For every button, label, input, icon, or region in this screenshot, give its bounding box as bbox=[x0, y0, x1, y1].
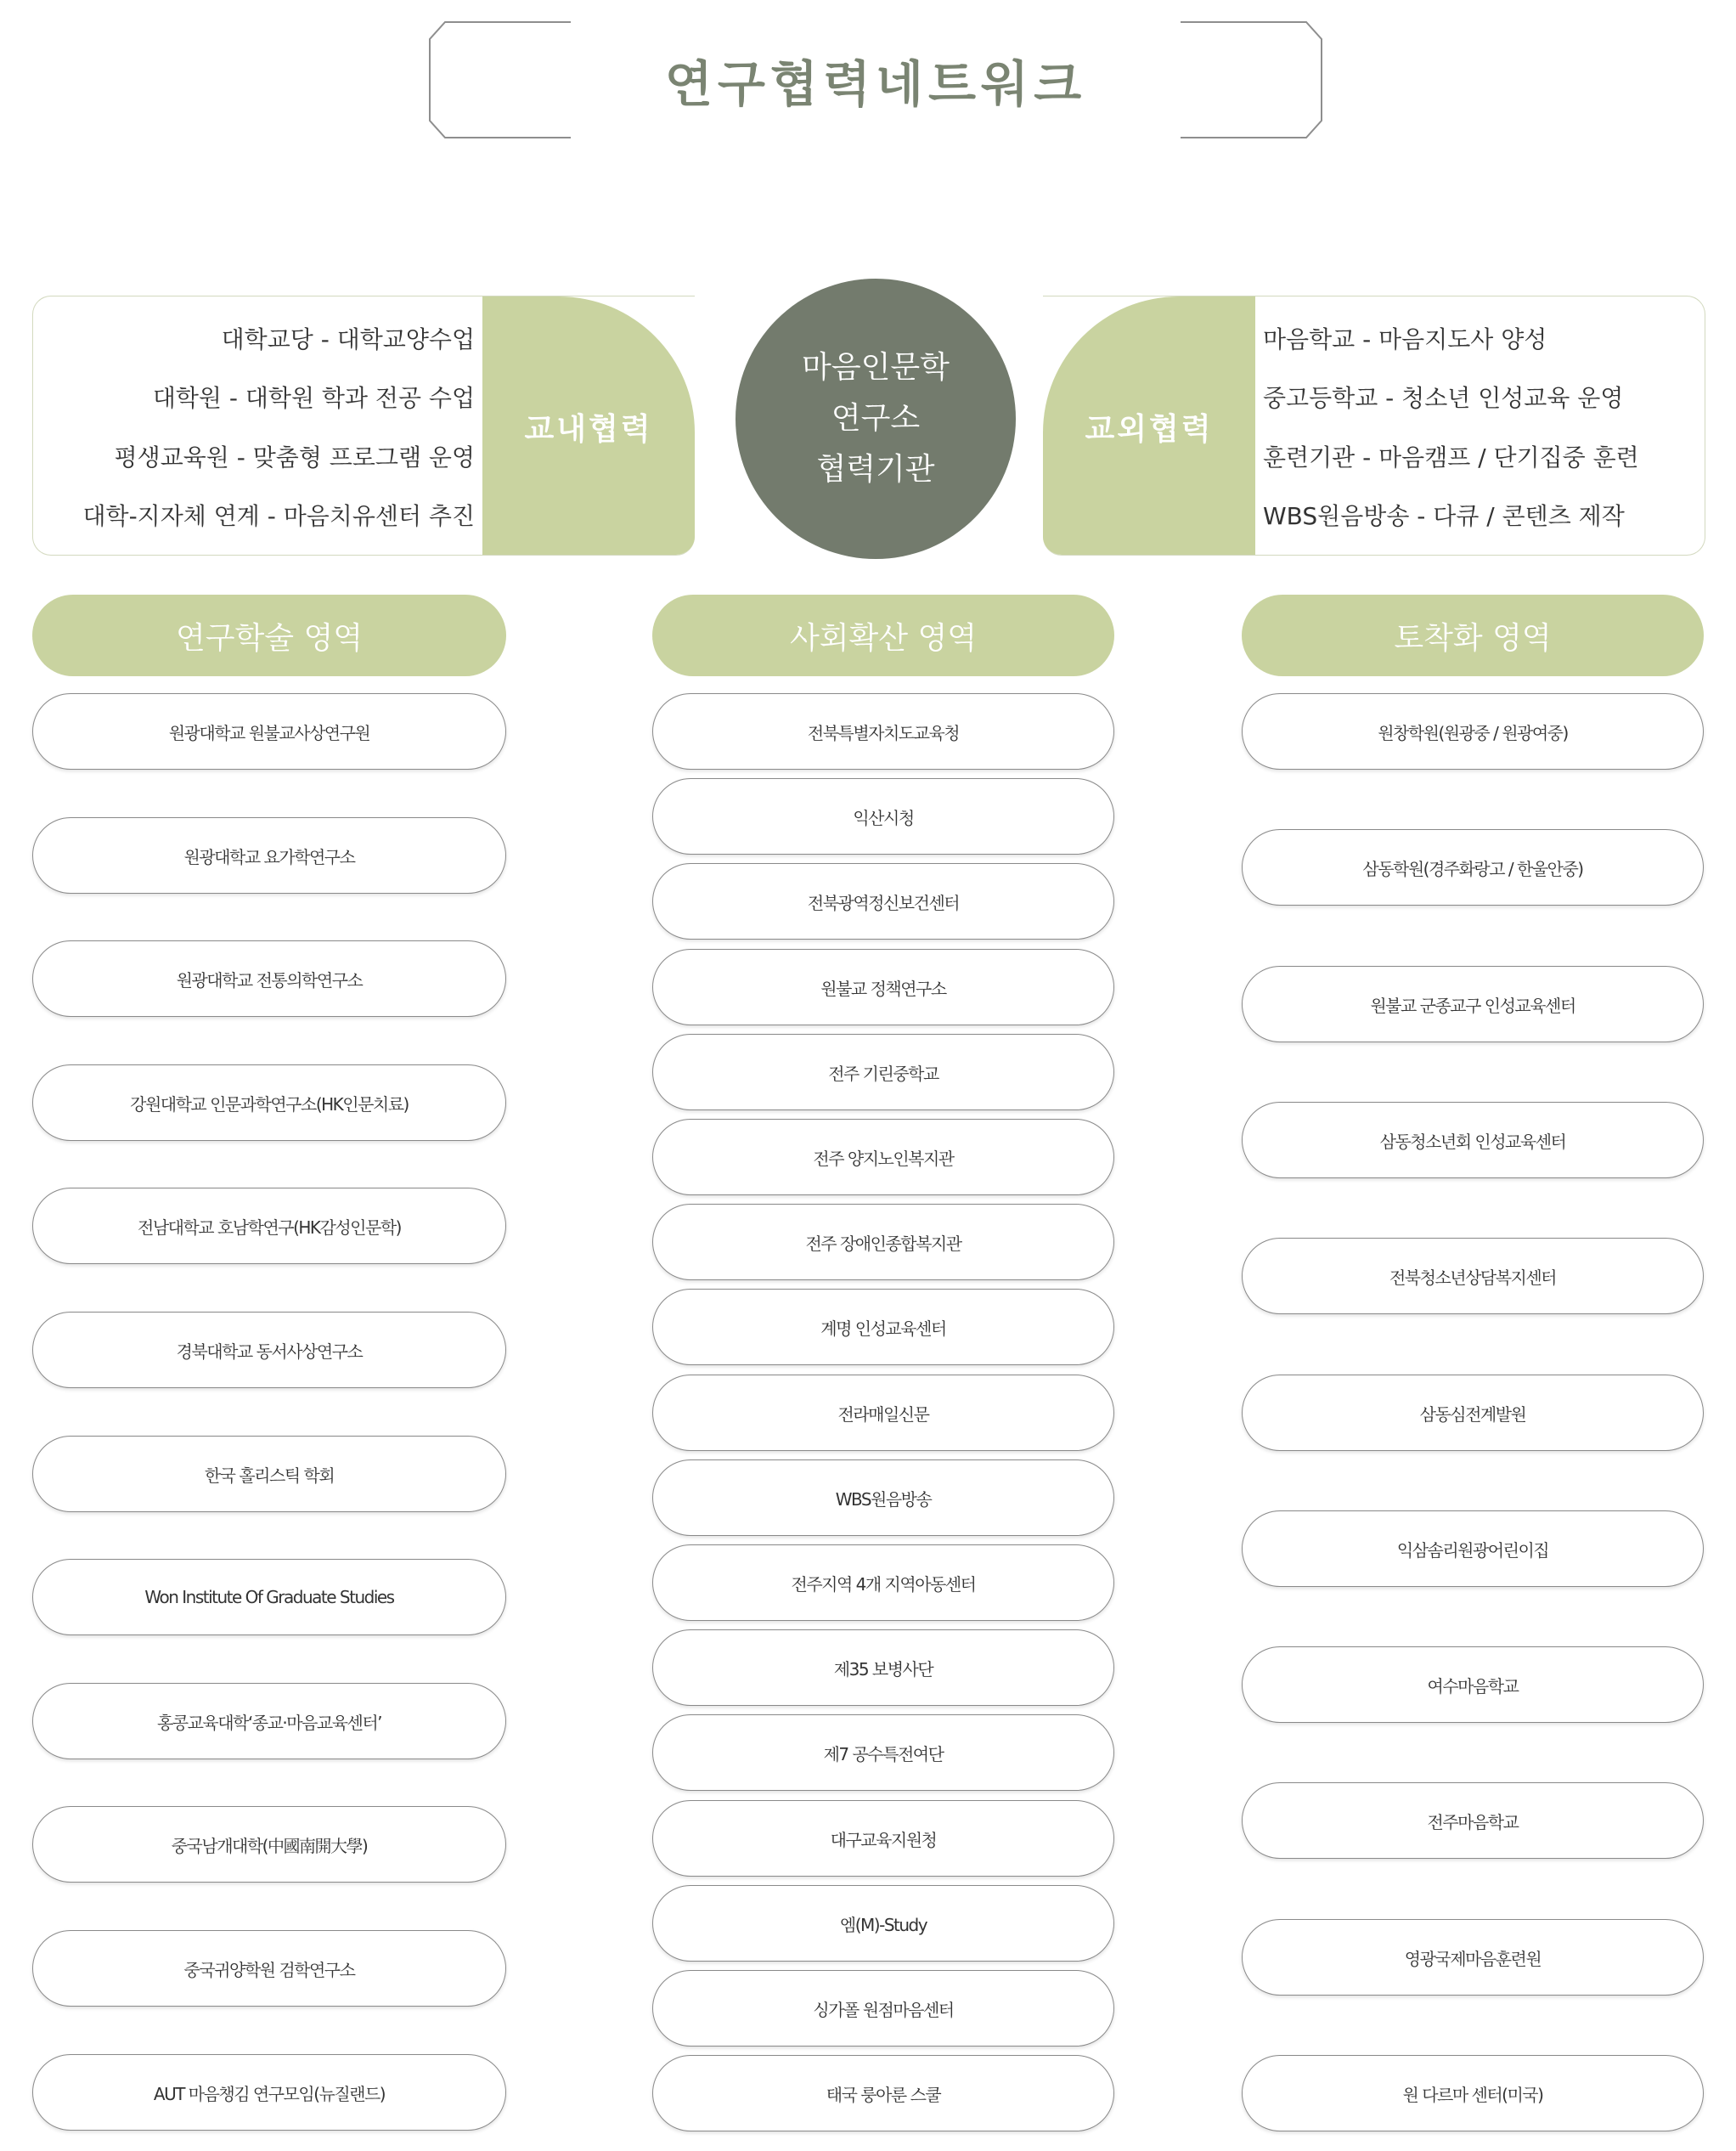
internal-cooperation-label: 교내협력 bbox=[482, 296, 695, 556]
center-institution-circle bbox=[736, 279, 1016, 559]
local-institution-pill: 삼동심전계발원 bbox=[1242, 1375, 1704, 1451]
research-institution-pill: 중국귀양학원 검학연구소 bbox=[32, 1930, 506, 2007]
research-institution-pill: 원광대학교 원불교사상연구원 bbox=[32, 693, 506, 770]
social-area-header: 사회확산 영역 bbox=[652, 595, 1114, 676]
local-institution-pill: 원 다르마 센터(미국) bbox=[1242, 2055, 1704, 2131]
local-institution-pill: 전북청소년상담복지센터 bbox=[1242, 1238, 1704, 1314]
local-institution-pill: 익삼솜리원광어린이집 bbox=[1242, 1510, 1704, 1587]
research-institution-pill: 전남대학교 호남학연구(HK감성인문학) bbox=[32, 1188, 506, 1264]
local-institution-pill: 전주마음학교 bbox=[1242, 1782, 1704, 1859]
social-institution-pill: 전주지역 4개 지역아동센터 bbox=[652, 1544, 1114, 1621]
research-institution-pill: Won Institute Of Graduate Studies bbox=[32, 1559, 506, 1635]
external-cooperation-list bbox=[1263, 296, 1705, 556]
research-institution-pill: 중국남개대학(中國南開大學) bbox=[32, 1806, 506, 1883]
external-item: 훈련기관 - 마음캠프 / 단기집중 훈련 bbox=[1263, 443, 1639, 471]
page-title: 연구협력네트워크 bbox=[664, 55, 1087, 113]
local-institution-pill: 원불교 군종교구 인성교육센터 bbox=[1242, 966, 1704, 1042]
external-item: 마음학교 - 마음지도사 양성 bbox=[1263, 325, 1547, 353]
social-institution-pill: WBS원음방송 bbox=[652, 1459, 1114, 1536]
social-institution-pill: 계명 인성교육센터 bbox=[652, 1289, 1114, 1365]
research-institution-pill: 한국 홀리스틱 학회 bbox=[32, 1436, 506, 1512]
social-institution-pill: 제7 공수특전여단 bbox=[652, 1714, 1114, 1791]
external-cooperation-box bbox=[1043, 296, 1705, 556]
external-item: WBS원음방송 - 다큐 / 콘텐츠 제작 bbox=[1263, 502, 1625, 531]
local-institution-pill: 삼동학원(경주화랑고 / 한울안중) bbox=[1242, 829, 1704, 906]
center-line: 마음인문학 bbox=[802, 350, 950, 385]
local-area-header: 토착화 영역 bbox=[1242, 595, 1704, 676]
research-institution-pill: 강원대학교 인문과학연구소(HK인문치료) bbox=[32, 1064, 506, 1141]
local-institution-pill: 원창학원(원광중 / 원광여중) bbox=[1242, 693, 1704, 770]
social-institution-pill: 전라매일신문 bbox=[652, 1375, 1114, 1451]
social-institution-pill: 전주 장애인종합복지관 bbox=[652, 1204, 1114, 1280]
external-cooperation-label: 교외협력 bbox=[1043, 296, 1255, 556]
social-institution-pill: 대구교육지원청 bbox=[652, 1800, 1114, 1877]
research-area-header: 연구학술 영역 bbox=[32, 595, 506, 676]
external-item: 중고등학교 - 청소년 인성교육 운영 bbox=[1263, 384, 1624, 413]
title-frame bbox=[428, 20, 1323, 139]
local-institution-pill: 여수마음학교 bbox=[1242, 1646, 1704, 1723]
social-institution-pill: 전주 양지노인복지관 bbox=[652, 1119, 1114, 1195]
research-institution-pill: 원광대학교 전통의학연구소 bbox=[32, 940, 506, 1017]
research-institution-pill: 원광대학교 요가학연구소 bbox=[32, 817, 506, 894]
center-line: 연구소 bbox=[831, 401, 921, 436]
social-institution-pill: 제35 보병사단 bbox=[652, 1629, 1114, 1706]
social-institution-pill: 익산시청 bbox=[652, 778, 1114, 855]
social-institution-pill: 전북광역정신보건센터 bbox=[652, 863, 1114, 940]
social-institution-pill: 엠(M)-Study bbox=[652, 1885, 1114, 1962]
internal-item: 대학-지자체 연계 - 마음치유센터 추진 bbox=[82, 502, 475, 531]
research-institution-pill: 홍콩교육대학‘종교·마음교육센터’ bbox=[32, 1683, 506, 1759]
social-institution-pill: 싱가폴 원점마음센터 bbox=[652, 1970, 1114, 2047]
internal-item: 평생교육원 - 맞춤형 프로그램 운영 bbox=[114, 443, 475, 471]
internal-cooperation-box bbox=[32, 296, 695, 556]
internal-item: 대학교당 - 대학교양수업 bbox=[221, 325, 475, 353]
center-line: 협력기관 bbox=[816, 452, 935, 487]
research-institution-pill: 경북대학교 동서사상연구소 bbox=[32, 1312, 506, 1388]
internal-cooperation-list bbox=[33, 296, 475, 556]
social-institution-pill: 원불교 정책연구소 bbox=[652, 949, 1114, 1025]
local-institution-pill: 삼동청소년회 인성교육센터 bbox=[1242, 1102, 1704, 1178]
internal-item: 대학원 - 대학원 학과 전공 수업 bbox=[152, 384, 475, 413]
research-institution-pill: AUT 마음챙김 연구모임(뉴질랜드) bbox=[32, 2054, 506, 2131]
social-institution-pill: 전주 기린중학교 bbox=[652, 1034, 1114, 1110]
social-institution-pill: 전북특별자치도교육청 bbox=[652, 693, 1114, 770]
local-institution-pill: 영광국제마음훈련원 bbox=[1242, 1919, 1704, 1996]
social-institution-pill: 태국 룽아룬 스쿨 bbox=[652, 2055, 1114, 2131]
